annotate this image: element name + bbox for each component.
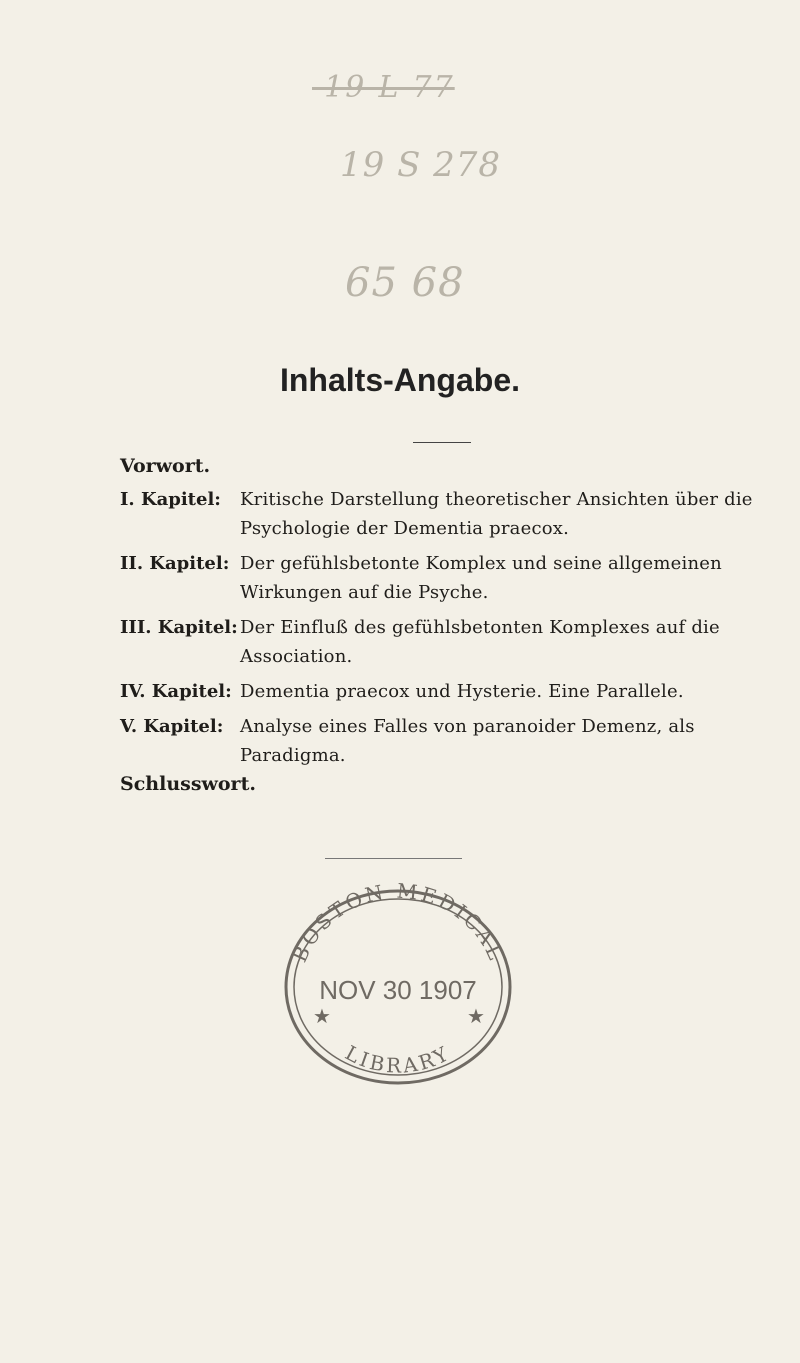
- toc-entry: [120, 712, 780, 770]
- toc-preface: Vorwort.: [120, 455, 211, 477]
- toc-entry: [120, 485, 780, 543]
- stamp-arc-top: BOSTON MEDICAL: [287, 878, 509, 966]
- toc-entry-label: V. Kapitel:: [120, 716, 224, 737]
- toc-entry-label: I. Kapitel:: [120, 489, 221, 510]
- library-stamp: [277, 877, 519, 1089]
- bottom-divider: [325, 858, 462, 859]
- toc-entry-label: II. Kapitel:: [120, 553, 230, 574]
- toc-entry: [120, 677, 780, 706]
- toc-entry: [120, 613, 780, 671]
- table-of-contents: [120, 452, 780, 799]
- toc-entry-text: Der Einfluß des gefühlsbetonten Komplexes auf die Association.: [240, 617, 720, 667]
- page-title: Inhalts-Angabe.: [279, 362, 520, 398]
- toc-entry-label: IV. Kapitel:: [120, 681, 232, 702]
- pencil-shelf-mark-2: 19 S 278: [340, 145, 502, 185]
- stamp-date: NOV 30 1907: [319, 975, 477, 1005]
- toc-entry-text: Dementia praecox und Hysterie. Eine Parallele.: [240, 681, 684, 702]
- pencil-shelf-mark-1: -19-L-77: [312, 70, 455, 105]
- toc-entry-text: Der gefühlsbetonte Komplex und seine allgemeinen Wirkungen auf die Psyche.: [240, 553, 722, 603]
- toc-closing: Schlusswort.: [120, 773, 256, 795]
- title-divider: [413, 442, 471, 443]
- toc-entry-text: Kritische Darstellung theoretischer Ansichten über die Psychologie der Dementia praecox.: [240, 489, 753, 539]
- stamp-star-right-icon: ★: [467, 1004, 485, 1028]
- pencil-shelf-mark-3: 65 68: [345, 260, 465, 306]
- stamp-arc-bottom: LIBRARY: [341, 1040, 455, 1078]
- stamp-star-left-icon: ★: [313, 1004, 331, 1028]
- toc-entry: [120, 549, 780, 607]
- toc-entry-label: III. Kapitel:: [120, 617, 238, 638]
- toc-entry-text: Analyse eines Falles von paranoider Demenz, als Paradigma.: [240, 716, 695, 766]
